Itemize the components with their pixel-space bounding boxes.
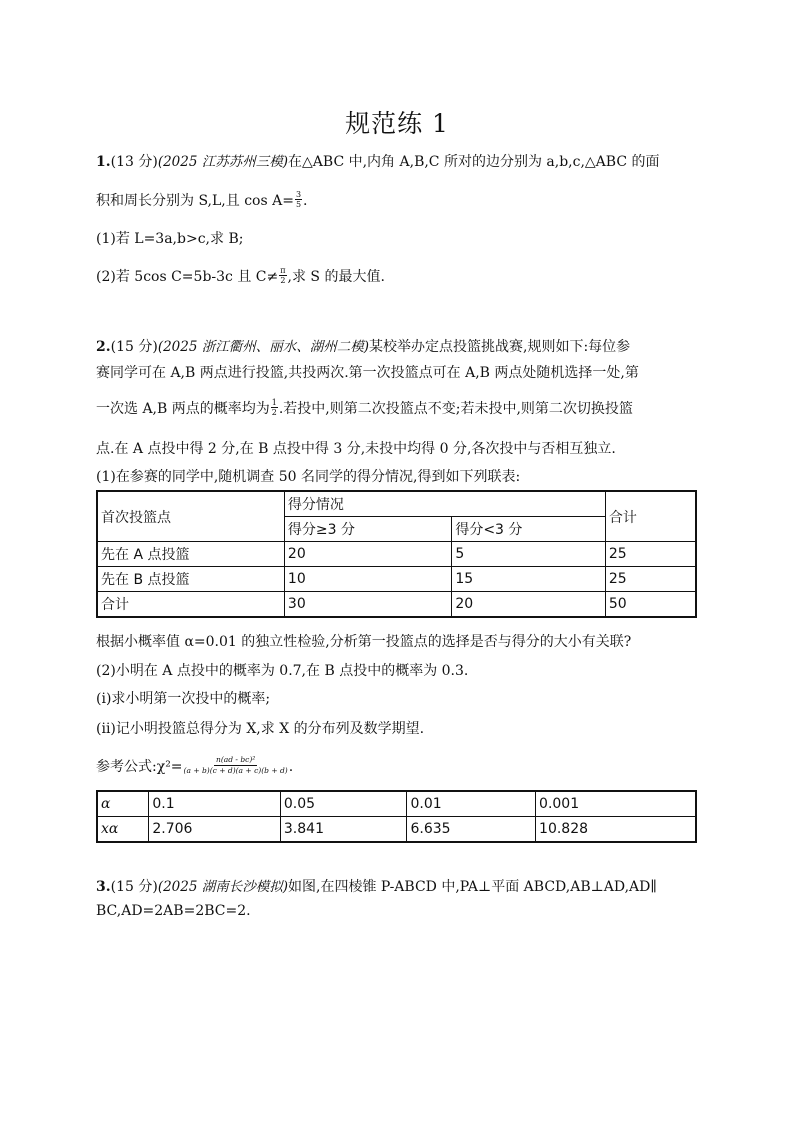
header-score-group: 得分情况 <box>284 491 605 517</box>
cell: α <box>97 791 149 817</box>
critical-value-table <box>96 790 697 843</box>
q2-text-1: 某校举办定点投篮挑战赛,规则如下:每位参 <box>369 339 631 355</box>
cell: 3.841 <box>280 817 407 843</box>
q2-source: (2025 浙江衢州、丽水、湖州二模) <box>157 339 370 355</box>
cell: 15 <box>452 567 606 592</box>
cell: 50 <box>605 592 696 618</box>
q2-line-1 <box>96 335 630 356</box>
q3-line-1 <box>96 875 657 896</box>
chi-square-fraction: $\frac{\text{n(ad - bc)²}}{(a + b)(c + d)(a + c)(b + d)}$ <box>183 754 288 775</box>
contingency-table <box>96 490 697 618</box>
q1-line-2: 积和周长分别为 S,L,且 cos A= $\frac{3}{5}$ . <box>96 189 308 209</box>
cell: 10 <box>284 567 451 592</box>
q2-formula: 参考公式:χ²= $\frac{\text{n(ad - bc)²}}{(a + b)(c + d)(a + c)(b + d)}$ . <box>96 754 294 775</box>
cell: 0.05 <box>280 791 407 817</box>
q1-text-2: 积和周长分别为 S,L,且 cos A= <box>96 193 294 209</box>
page-title: 规范练 1 <box>345 109 449 138</box>
q1-source: (2025 江苏苏州三模) <box>157 154 289 170</box>
table-row <box>97 817 696 843</box>
cell: 2.706 <box>149 817 281 843</box>
header-score-lt3: 得分<3 分 <box>452 517 606 542</box>
q3-source: (2025 湖南长沙模拟) <box>157 879 289 895</box>
row-label: 先在 B 点投篮 <box>97 567 284 592</box>
q1-part-1: (1)若 L=3a,b>c,求 B; <box>96 231 244 247</box>
q1-cosA-fraction: $\frac{3}{5}$ <box>295 189 302 209</box>
header-score-ge3: 得分≥3 分 <box>284 517 451 542</box>
q3-text-1: 如图,在四棱锥 P-ABCD 中,PA⊥平面 ABCD,AB⊥AD,AD∥ <box>288 879 657 895</box>
table-row <box>97 791 696 817</box>
cell: 5 <box>452 542 606 567</box>
q2-half-fraction: $\frac{1}{2}$ <box>271 397 277 417</box>
q2-score: (15 分) <box>110 339 158 355</box>
table-row <box>97 567 696 592</box>
q2-part-2: (2)小明在 A 点投中的概率为 0.7,在 B 点投中的概率为 0.3. <box>96 663 469 679</box>
header-total: 合计 <box>605 491 696 542</box>
q2-sub-i: (ⅰ)求小明第一次投中的概率; <box>96 691 271 707</box>
q2-line-4: 点.在 A 点投中得 2 分,在 B 点投中得 3 分,未投中均得 0 分,各次投中与否相互独立. <box>96 441 616 457</box>
table-row <box>97 542 696 567</box>
table-row <box>97 592 696 618</box>
cell: 30 <box>284 592 451 618</box>
q2-sub-ii: (ⅱ)记小明投篮总得分为 X,求 X 的分布列及数学期望. <box>96 721 425 737</box>
row-label: 合计 <box>97 592 284 618</box>
q1-part-2: (2)若 5cos C=5b-3c 且 C≠ $\frac{\pi}{2}$ ,求 S 的最大值. <box>96 265 385 285</box>
row-label: 先在 A 点投篮 <box>97 542 284 567</box>
cell: 25 <box>605 567 696 592</box>
cell: 20 <box>284 542 451 567</box>
q1-line-1 <box>96 150 660 171</box>
cell: xα <box>97 817 149 843</box>
cell: 6.635 <box>407 817 536 843</box>
q2-number: 2. <box>96 339 111 355</box>
cell: 10.828 <box>536 817 696 843</box>
cell: 25 <box>605 542 696 567</box>
table-row <box>97 491 696 517</box>
cell: 0.1 <box>149 791 281 817</box>
q2-line-3: 一次选 A,B 两点的概率均为 $\frac{1}{2}$ .若投中,则第二次投篮点不变;若未投中,则第二次切换投篮 <box>96 397 633 417</box>
q2-line-2: 赛同学可在 A,B 两点进行投篮,共投两次.第一次投篮点可在 A,B 两点处随机选择一处,第 <box>96 365 639 381</box>
cell: 20 <box>452 592 606 618</box>
q1-pi-half-fraction: $\frac{\pi}{2}$ <box>280 265 286 285</box>
header-first-point: 首次投篮点 <box>97 491 284 542</box>
q3-line-2: BC,AD=2AB=2BC=2. <box>96 903 251 919</box>
q1-text-1: 在△ABC 中,内角 A,B,C 所对的边分别为 a,b,c,△ABC 的面 <box>288 154 660 170</box>
q3-number: 3. <box>96 879 111 895</box>
q2-after-table: 根据小概率值 α=0.01 的独立性检验,分析第一投篮点的选择是否与得分的大小有关联? <box>96 634 632 650</box>
q1-score: (13 分) <box>110 154 158 170</box>
cell: 0.01 <box>407 791 536 817</box>
cell: 0.001 <box>536 791 696 817</box>
q2-part-1: (1)在参赛的同学中,随机调查 50 名同学的得分情况,得到如下列联表: <box>96 469 521 485</box>
q1-number: 1. <box>96 154 111 170</box>
q3-score: (15 分) <box>110 879 158 895</box>
